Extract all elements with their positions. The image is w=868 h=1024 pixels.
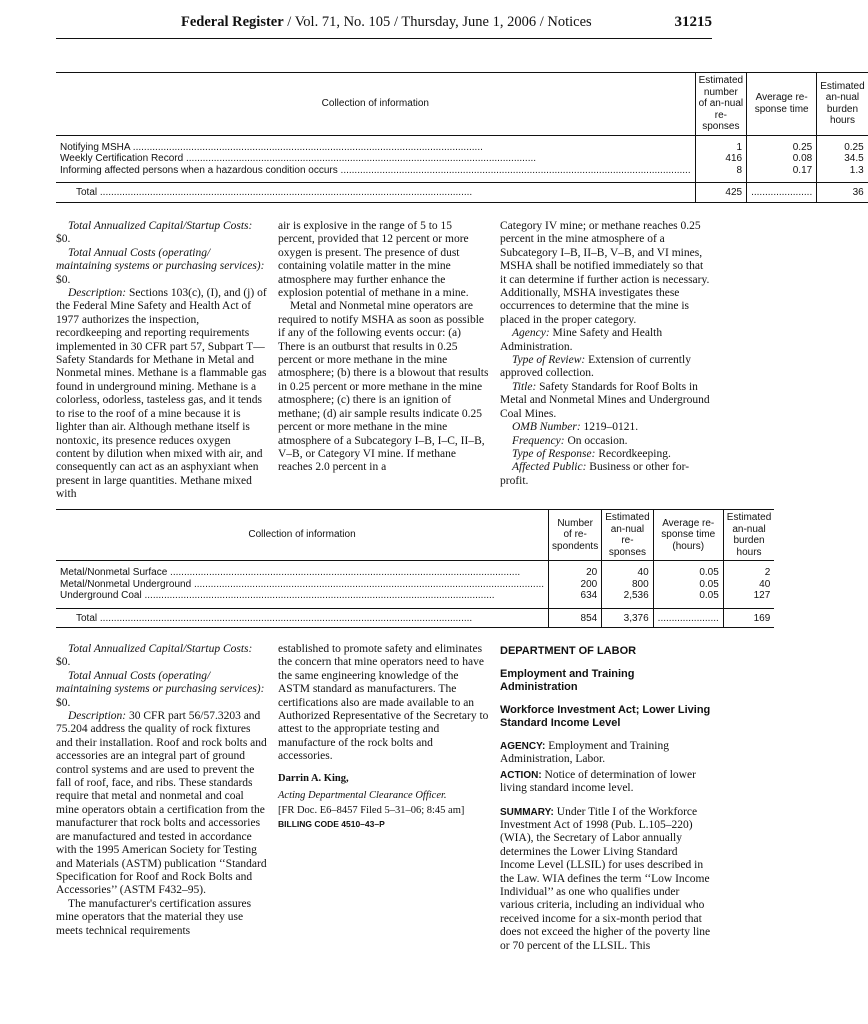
public-label: Affected Public: <box>512 461 587 474</box>
cell-value: 0.05 <box>699 578 719 590</box>
cell-value: 0.08 <box>792 153 813 164</box>
table1-responses-col <box>695 135 746 183</box>
summary-field-value: Under Title I of the Workforce Investment Act of 1998 (Pub. L.105–220) (WIA), the Secretary of Labor annually determines the Lower Living Standard Income Level (LLSIL) for uses described in the Law. WIA defines the term ‘‘Low Income Individual’’ as one who qualifies under various criteria, including an individual who received income for a six-month period that does not exceed the higher of the poverty line or 70 percent of the LLSIL. This <box>500 805 711 952</box>
omb-value: 1219–0121. <box>583 421 639 434</box>
cell-value: 0.17 <box>792 164 813 176</box>
table2-header-responses: Estimated an-nual re-sponses <box>602 510 653 561</box>
journal-name: Federal Register <box>181 14 284 30</box>
issue-date: Thursday, June 1, 2006 <box>401 14 537 30</box>
row-label: Weekly Certification Record <box>60 153 184 164</box>
agency-value: Mine Safety and Health Administration. <box>500 327 663 353</box>
table1-time-col <box>747 135 817 183</box>
response-value: Recordkeeping. <box>598 447 671 460</box>
action-field-label: ACTION: <box>500 769 542 781</box>
action-field-value: Notice of determination of lower living standard income level. <box>500 768 696 795</box>
certification-continued: established to promote safety and eliminates the concern that mine operators need to have the same engineering knowledge of the ASTM standard as manufacturers. The certifications also are made available to an Authorized Representative of the Secretary to attest to the appropriate testing and manufacture of the rock bolts and accessories. <box>278 643 489 763</box>
row-label: Notifying MSHA <box>60 141 131 153</box>
row-label: Metal/Nonmetal Underground <box>60 578 192 590</box>
table1-total-row: Total ...................................................................................................................................... 425 ...................... 36 <box>56 183 868 203</box>
table2-labels: Metal/Nonmetal Surface .............................................................................................................................. Metal/Nonmetal Underground .............................................................................................................................. Underground Coal .............................................................................................................................. <box>60 567 545 601</box>
table2-total-responses: 3,376 <box>602 608 653 628</box>
table2-total-time: ...................... <box>653 608 723 628</box>
row-label: Metal/Nonmetal Surface <box>60 567 168 578</box>
cell-value: 8 <box>736 164 743 176</box>
fr-doc-line: [FR Doc. E6–8457 Filed 5–31–06; 8:45 am] <box>278 805 465 817</box>
table1-header-hours: Estimated an-nual burden hours <box>817 73 868 136</box>
table2-header-hours: Estimated an-nual burden hours <box>723 510 774 561</box>
cell-value: 0.25 <box>844 141 864 153</box>
table1-labels: Notifying MSHA .............................................................................................................................. Weekly Certification Record .............................................................................................................................. Informing affected persons when a hazardous condition occurs .............................................................................................................................. <box>60 141 691 176</box>
total-label: Total <box>76 612 98 624</box>
table2-total-respondents: 854 <box>549 608 602 628</box>
certification-paragraph: The manufacturer's certification assures mine operators that the material they use meets technical requirements <box>56 897 252 937</box>
cell-value: 40 <box>637 567 649 578</box>
table2-header-respondents: Number of re-spondents <box>549 510 602 561</box>
frequency-value: On occasion. <box>567 434 628 447</box>
capital-value: $0. <box>56 656 71 669</box>
capital-value: $0. <box>56 233 71 246</box>
volume-info: Vol. 71, No. 105 <box>294 14 391 30</box>
cell-value: 20 <box>586 567 598 578</box>
cell-value: 0.25 <box>792 141 813 153</box>
table1-total-time: ...................... <box>747 183 817 203</box>
response-label: Type of Response: <box>512 447 596 460</box>
review-value: Extension of currently approved collection. <box>500 354 691 380</box>
omb-label: OMB Number: <box>512 421 581 434</box>
annual-label: Total Annual Costs (operating/ maintaining systems or purchasing services): <box>56 669 265 696</box>
public-value: Business or other for-profit. <box>500 461 690 487</box>
annual-value: $0. <box>56 273 71 286</box>
table1-total-responses: 425 <box>695 183 746 203</box>
cell-value: 1 <box>736 141 743 153</box>
burden-table-2 <box>56 509 774 628</box>
cell-value: 0.05 <box>699 590 719 601</box>
notice-subject: Workforce Investment Act; Lower Living Standard Income Level <box>500 704 711 729</box>
table1-header-time: Average re-sponse time <box>747 73 817 136</box>
table2-header-collection: Collection of information <box>248 529 356 541</box>
summary-field-label: SUMMARY: <box>500 806 554 818</box>
cell-value: 800 <box>631 578 649 590</box>
annual-label: Total Annual Costs (operating/ maintaining systems or purchasing services): <box>56 246 265 273</box>
notification-continued: Category IV mine; or methane reaches 0.25 percent in the mine atmosphere of a Subcategory I–B, II–B, V–B, and VI mines, MSHA shall be notified immediately so that it can determine if further action is necessary. Additionally, MSHA investigates these occurrences to determine that the mine is placed in the proper category. <box>500 220 710 326</box>
section2-column-1 <box>56 643 267 938</box>
page-number: 31215 <box>674 14 712 30</box>
section1-column-2 <box>278 220 489 475</box>
page-header <box>56 14 712 39</box>
burden-table-1 <box>56 72 868 203</box>
review-label: Type of Review: <box>512 354 586 367</box>
table1-header-collection: Collection of information <box>321 98 429 109</box>
cell-value: 40 <box>759 578 771 590</box>
total-label: Total <box>76 187 98 198</box>
cell-value: 2,536 <box>623 590 649 601</box>
table2-hours-col <box>723 561 774 609</box>
description-continued: air is explosive in the range of 5 to 15 percent, provided that 12 percent or more oxygen is present. The presence of dust containing volatile matter in the mine atmosphere may further enhance the explosion potential of methane in a mine. <box>278 220 469 300</box>
section-name: Notices <box>547 14 592 30</box>
table1-header-responses: Estimated number of an-nual re-sponses <box>695 73 746 136</box>
table2-total-row: Total ...................................................................................................................................... 854 3,376 ...................... 169 <box>56 608 774 628</box>
cell-value: 1.3 <box>849 164 864 176</box>
description-text: Sections 103(c), (I), and (j) of the Federal Mine Safety and Health Act of 1977 authorizes the inspection, recordkeeping and reporting requirements implemented in 30 CFR part 57, Subpart T—Safety Standards for Methane in Metal and Nonmetal mines. Methane is a flammable gas found in underground mining. Methane is a colorless, odorless, tasteless gas, and it tends to rise to the roof of a mine because it is lighter than air. Although methane itself is nontoxic, its presence reduces oxygen content by dilution when mixed with air, and consequently can act as an asphyxiant when present in large quantities. Methane mixed with <box>56 287 267 501</box>
cell-value: 200 <box>580 578 598 590</box>
department-heading: DEPARTMENT OF LABOR <box>500 645 637 657</box>
cell-value: 127 <box>753 590 771 601</box>
signer-title: Acting Departmental Clearance Officer. <box>278 790 447 802</box>
frequency-label: Frequency: <box>512 434 565 447</box>
agency-field-label: AGENCY: <box>500 741 546 752</box>
table-row <box>56 135 868 183</box>
table2-responses-col <box>602 561 653 609</box>
cell-value: 0.05 <box>699 567 719 578</box>
table2-respondents-col <box>549 561 602 609</box>
cell-value: 2 <box>764 567 771 578</box>
cell-value: 34.5 <box>844 153 864 164</box>
table1-hours-col <box>817 135 868 183</box>
table2-header-time: Average re-sponse time (hours) <box>653 510 723 561</box>
agency-field-value: Employment and Training Administration, Labor. <box>500 740 669 766</box>
table2-time-col <box>653 561 723 609</box>
capital-label: Total Annualized Capital/Startup Costs: <box>68 220 253 232</box>
section2-column-3 <box>500 645 712 953</box>
desc-label: Description: <box>68 710 127 723</box>
annual-value: $0. <box>56 696 71 709</box>
table2-total-hours: 169 <box>723 608 774 628</box>
table1-total-hours: 36 <box>817 183 868 203</box>
section1-column-3 <box>500 220 712 488</box>
notification-paragraph: Metal and Nonmetal mine operators are required to notify MSHA as soon as possible if any of the following events occur: (a) There is an outburst that results in 0.25 percent or more methane in the mine atmosphere; (b) there is a blowout that results in 0.25 percent or more methane in the mine atmosphere; (c) there is an ignition of methane; (d) air sample results indicate 0.25 percent or more methane in the mine atmosphere of a Subcategory I–B, I–C, II–B, V–B, or Category VI mine. If methane reaches 2.0 percent in a <box>278 300 489 474</box>
billing-code: BILLING CODE 4510–43–P <box>278 818 385 829</box>
title-label: Title: <box>512 380 537 393</box>
row-label: Informing affected persons when a hazardous condition occurs <box>60 164 338 176</box>
agency-heading: Employment and Training Administration <box>500 668 635 693</box>
cell-value: 416 <box>725 153 743 164</box>
header-citation: Federal Register / Vol. 71, No. 105 / Thursday, June 1, 2006 / Notices <box>181 14 592 30</box>
row-label: Underground Coal <box>60 590 142 601</box>
section2-column-2 <box>278 643 489 831</box>
table-row <box>56 561 774 609</box>
signer-name: Darrin A. King, <box>278 772 349 784</box>
cell-value: 634 <box>580 590 598 601</box>
section1-column-1 <box>56 220 267 502</box>
agency-label: Agency: <box>512 327 550 340</box>
capital-label: Total Annualized Capital/Startup Costs: <box>68 643 253 655</box>
description-text: 30 CFR part 56/57.3203 and 75.204 address the quality of rock fixtures and their installation. Roof and rock bolts and accessories are an integral part of ground control systems and are used to prevent the fall of roof, face, and ribs. These standards require that metal and nonmetal and coal mine operators obtain a certification from the manufacturer that rock bolts and accessories are manufactured and tested in accordance with the 1995 American Society for Testing and Materials (ASTM) publication ‘‘Standard Specification for Roof and Rock Bolts and Accessories’’ (ASTM F432–95). <box>56 710 267 897</box>
desc-label: Description: <box>68 287 127 300</box>
title-value: Safety Standards for Roof Bolts in Metal and Nonmetal Mines and Underground Coal Mines. <box>500 380 710 420</box>
